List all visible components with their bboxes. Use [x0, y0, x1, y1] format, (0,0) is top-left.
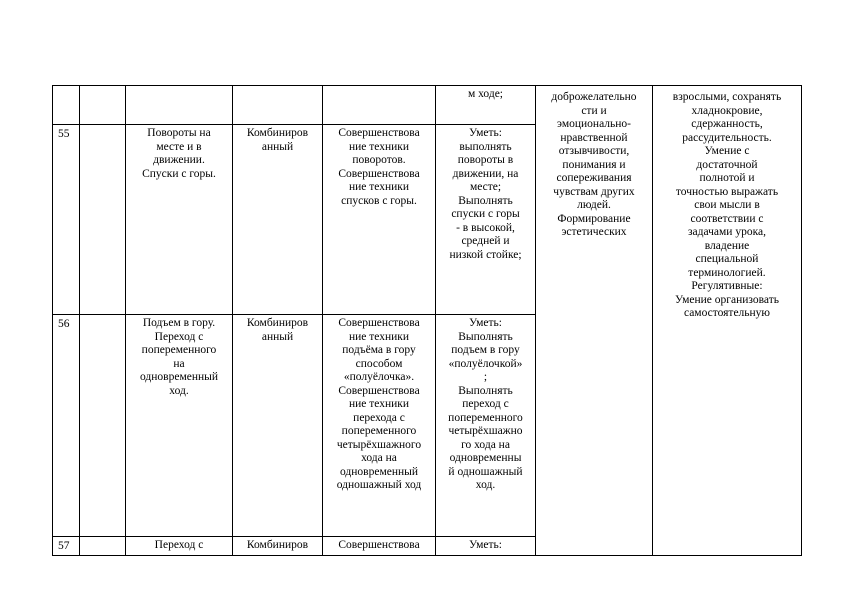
- meta-results-line: хладнокровие,: [691, 104, 763, 117]
- skills-line: средней и: [461, 235, 510, 247]
- content-line: Совершенствова: [338, 317, 420, 329]
- topic-line: движении.: [153, 154, 205, 166]
- topic-cell: [126, 537, 233, 556]
- skills-line: Уметь:: [469, 539, 502, 551]
- content-line: ние техники: [348, 181, 410, 193]
- skills-line: го хода на: [461, 438, 510, 451]
- meta-results-line: самостоятельную: [683, 307, 771, 319]
- personal-results-line: Формирование: [557, 212, 631, 225]
- meta-results-line: задачами урока,: [688, 226, 766, 238]
- topic-line: месте и в: [156, 140, 202, 153]
- skills-line: ход.: [475, 479, 496, 491]
- skills-cell: [436, 537, 536, 556]
- lesson-type-line: анный: [261, 330, 294, 343]
- lesson-type-line: анный: [261, 140, 294, 153]
- content-cell: [323, 86, 436, 125]
- lesson-type-line: Комбиниров: [246, 127, 309, 139]
- skills-line: спуски с горы: [451, 208, 520, 220]
- skills-line: движении, на: [452, 167, 519, 180]
- skills-line: Уметь:: [469, 317, 502, 329]
- skills-line: подъем в гору: [451, 344, 520, 356]
- content-cell: [323, 125, 436, 315]
- topic-line: одновременный: [139, 371, 219, 383]
- lesson-number-cell: [53, 315, 80, 537]
- topic-line: Спуски с горы.: [142, 167, 216, 180]
- personal-results-line: сти и: [581, 104, 607, 117]
- skills-cell: [436, 315, 536, 537]
- lesson-type-line: Комбиниров: [246, 539, 309, 551]
- skills-line: четырёхшажно: [448, 425, 523, 437]
- topic-line: Переход с: [154, 539, 204, 551]
- lesson-plan-table: [52, 85, 802, 556]
- lesson-number-cell: [53, 125, 80, 315]
- content-line: Совершенствова: [338, 167, 420, 180]
- skills-cell: [436, 86, 536, 125]
- meta-results-line: Умение с: [704, 145, 750, 157]
- meta-results-line: владение: [704, 239, 750, 252]
- meta-results-line: сдержанность,: [691, 118, 763, 130]
- lesson-number: 57: [58, 540, 70, 552]
- personal-results-line: доброжелательно: [551, 91, 637, 103]
- content-line: хода на: [361, 452, 397, 464]
- topic-line: ход.: [169, 384, 189, 397]
- skills-line: Выполнять: [458, 384, 513, 397]
- skills-line: Выполнять: [458, 194, 513, 207]
- skills-line: повороты в: [457, 154, 514, 166]
- topic-cell: [126, 315, 233, 537]
- empty-cell: [80, 537, 126, 556]
- skills-line: - в высокой,: [456, 221, 515, 234]
- meta-results-line: достаточной: [696, 158, 758, 171]
- topic-line: Переход с: [154, 330, 204, 343]
- content-line: «полуёлочка».: [343, 371, 415, 383]
- skills-line: й одношажный: [448, 465, 523, 478]
- skills-line: «полуёлочкой»: [448, 357, 523, 370]
- topic-cell: [126, 86, 233, 125]
- lesson-type-cell: [233, 86, 323, 125]
- lesson-type-line: Комбиниров: [246, 317, 309, 329]
- meta-results-cell: [653, 86, 802, 556]
- personal-results-cell: [536, 86, 653, 556]
- empty-cell: [80, 86, 126, 125]
- topic-line: Повороты на: [147, 127, 211, 139]
- skills-line: месте;: [469, 181, 502, 193]
- empty-cell: [80, 315, 126, 537]
- content-cell: [323, 537, 436, 556]
- meta-results-line: рассудительность.: [682, 131, 772, 144]
- meta-results-line: полнотой и: [699, 172, 755, 184]
- personal-results-line: сопереживания: [556, 172, 632, 184]
- lesson-type-cell: [233, 125, 323, 315]
- content-line: Совершенствова: [338, 539, 420, 551]
- topic-line: на: [173, 357, 185, 370]
- content-line: спусков с горы.: [341, 194, 417, 207]
- empty-cell: [80, 125, 126, 315]
- skills-line: низкой стойке;: [449, 248, 522, 261]
- lesson-number-cell: [53, 537, 80, 556]
- skills-line: м ходе;: [467, 88, 504, 100]
- content-line: ние техники: [348, 140, 410, 153]
- content-line: ние техники: [348, 398, 410, 410]
- skills-line: переход с: [462, 398, 509, 410]
- topic-line: попеременного: [141, 344, 217, 356]
- content-line: ние техники: [348, 330, 410, 343]
- skills-cell: [436, 125, 536, 315]
- content-line: четырёхшажного: [336, 438, 422, 451]
- skills-line: Выполнять: [458, 330, 513, 343]
- personal-results-line: людей.: [577, 199, 611, 211]
- skills-line: Уметь:: [469, 127, 502, 139]
- lesson-number: 56: [58, 318, 70, 330]
- meta-results-line: специальной: [695, 253, 759, 265]
- lesson-number: 55: [58, 128, 70, 140]
- content-line: подъёма в гору: [342, 344, 416, 356]
- lesson-type-cell: [233, 537, 323, 556]
- topic-line: Подъем в гору.: [142, 317, 216, 329]
- skills-line: попеременного: [448, 411, 523, 424]
- personal-results-line: чувствам других: [553, 185, 635, 198]
- meta-results-line: точностью выражать: [675, 185, 779, 198]
- meta-results-line: соответствии с: [690, 212, 764, 225]
- content-line: способом: [355, 357, 403, 370]
- personal-results-line: эстетических: [561, 226, 627, 238]
- meta-results-line: Регулятивные:: [691, 280, 763, 292]
- content-line: одношажный ход: [336, 479, 422, 491]
- content-cell: [323, 315, 436, 537]
- table-row: [53, 86, 802, 125]
- content-line: поворотов.: [352, 154, 406, 166]
- content-line: перехода с: [353, 411, 405, 424]
- lesson-type-cell: [233, 315, 323, 537]
- meta-results-line: свои мысли в: [694, 199, 760, 211]
- personal-results-line: понимания и: [562, 158, 626, 171]
- meta-results-line: Умение организовать: [674, 293, 779, 306]
- personal-results-line: эмоционально-: [557, 118, 631, 130]
- skills-line: ;: [483, 371, 488, 383]
- skills-line: выполнять: [459, 140, 512, 153]
- meta-results-line: взрослыми, сохранять: [672, 91, 782, 103]
- personal-results-line: нравственной: [560, 131, 628, 144]
- content-line: попеременного: [341, 425, 417, 437]
- meta-results-line: терминологией.: [688, 266, 766, 279]
- topic-cell: [126, 125, 233, 315]
- lesson-number-cell: [53, 86, 80, 125]
- content-line: одновременный: [339, 465, 419, 478]
- content-line: Совершенствова: [338, 127, 420, 139]
- content-line: Совершенствова: [338, 384, 420, 397]
- skills-line: одновременны: [449, 452, 522, 464]
- personal-results-line: отзывчивости,: [558, 145, 630, 157]
